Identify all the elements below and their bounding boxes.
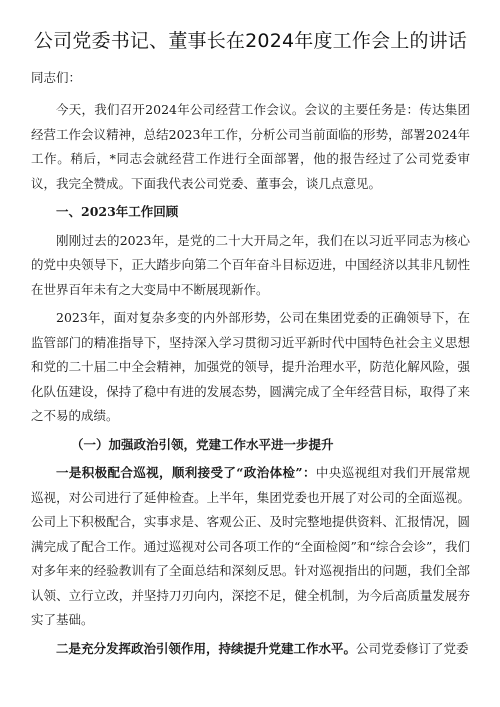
point-1-body: 中央巡视组对我们开展常规巡视，对公司进行了延伸检查。上半年，集团党委也开展了对公司的全面巡视。公司上下积极配合，实事求是、客观公正、及时完整地提供资料、汇报情况，圆满完成了配合工作。通过巡视对公司各项工作的“全面检阅”和“综合会诊”，我们对多年来的经验教训有了全面总结和深刻反思。针对巡视指出的问题，我们全部认领、立行立改，并坚持刀刃向内，深挖不足，健全机制，为今后高质量发展夯实了基础。	[31, 465, 470, 627]
point-2-body: 公司党委修订了党委	[356, 640, 469, 656]
intro-paragraph: 今天，我们召开2024年公司经营工作会议。会议的主要任务是：传达集团经营工作会议精神，总结2023年工作，分析公司当前面临的形势，部署2024年工作。稍后，*同志会就经营工作进行全面部署，他的报告经过了公司党委审议，我完全赞成。下面我代表公司党委、董事会，谈几点意见。	[31, 102, 470, 191]
review-paragraph-1: 刚刚过去的2023年，是党的二十大开局之年，我们在以习近平同志为核心的党中央领导下，正大踏步向第二个百年奋斗目标迈进，中国经济以其非凡韧性在世界百年未有之大变局中不断展现新作。	[31, 232, 470, 297]
subsection-heading-political-guidance: （一）加强政治引领，党建工作水平进一步提升	[71, 436, 334, 452]
greeting: 同志们：	[31, 70, 82, 85]
point-2-lead: 二是充分发挥政治引领作用，持续提升党建工作水平。	[56, 640, 357, 656]
point-2-paragraph	[31, 637, 470, 662]
point-1-paragraph	[31, 461, 470, 633]
point-1-lead: 一是积极配合巡视，顺利接受了“政治体检”：	[56, 465, 316, 480]
document-title: 公司党委书记、董事长在2024年度工作会上的讲话	[33, 30, 468, 52]
section-heading-review: 一、2023年工作回顾	[56, 204, 179, 219]
review-paragraph-2: 2023年，面对复杂多变的内外部形势，公司在集团党委的正确领导下，在监管部门的精准指导下，坚持深入学习贯彻习近平新时代中国特色社会主义思想和党的二十届二中全会精神，加强党的领导，提升治理水平，防范化解风险，强化队伍建设，保持了稳中有进的发展态势，圆满完成了全年经营目标，取得了来之不易的成绩。	[31, 310, 470, 423]
